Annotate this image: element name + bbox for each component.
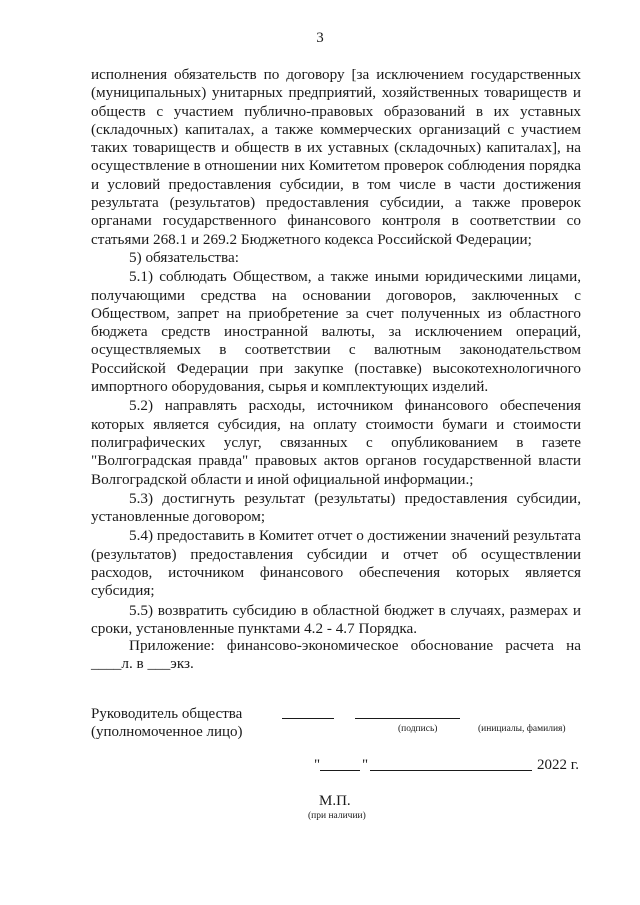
date-quote-open: "	[314, 757, 321, 773]
paragraph-5-1: 5.1) соблюдать Обществом, а также иными юридическими лицами, получающими средства на основании договоров, заключенных с Обществом, запрет на приобретение за счет полученных из областного бюджета средств иностранной валюты, за исключением операций, осуществляемых в соответствии с валютным законодательством Российской Федерации при закупке (поставке) высокотехнологичного импортного оборудования, сырья и комплектующих изделий.	[91, 268, 581, 396]
paragraph-5-4: 5.4) предоставить в Комитет отчет о достижении значений результата (результатов) предоставления субсидии и отчет об осуществлении расходов, источником финансового обеспечения которых является субсидия;	[91, 527, 581, 600]
name-line	[355, 718, 460, 719]
paragraph-5-3: 5.3) достигнуть результат (результаты) предоставления субсидии, установленные договором;	[91, 489, 581, 526]
paragraph-continuation: исполнения обязательств по договору [за исключением государственных (муниципальных) унитарных предприятий, хозяйственных товариществ и обществ с участием публично-правовых образований в их уставных (складочных) капиталах, а также коммерческих организаций с участием таких товариществ и обществ в их уставных (складочных) капиталах], на осуществление в отношении них Комитетом проверок соблюдения порядка и условий предоставления субсидии, в том числе в части достижения результата (результатов) предоставления субсидии, а также проверок органами государственного финансового контроля в соответствии со статьями 268.1 и 269.2 Бюджетного кодекса Российской Федерации;	[91, 66, 581, 248]
name-caption: (инициалы, фамилия)	[478, 724, 566, 734]
document-body	[91, 66, 581, 638]
date-quote-close: "	[362, 757, 369, 773]
signatory-subtitle: (уполномоченное лицо)	[91, 724, 243, 740]
signatory-title: Руководитель общества	[91, 706, 243, 722]
paragraph-5-2: 5.2) направлять расходы, источником финансового обеспечения которых является субсидия, на оплату стоимости бумаги и стоимости полиграфических услуг, связанных с опубликованием в газете "Волгоградская правда" правовых актов органов государственной власти Волгоградской области и иной официальной информации.;	[91, 397, 581, 488]
signature-caption: (подпись)	[398, 724, 438, 734]
signature-line	[282, 718, 334, 719]
attachment-text: Приложение: финансово-экономическое обоснование расчета на ____л. в ___экз.	[91, 637, 581, 673]
page-number: 3	[316, 30, 324, 46]
date-day-line	[320, 770, 360, 771]
attachment-note	[91, 637, 581, 674]
paragraph-obligations-heading: 5) обязательства:	[129, 248, 239, 266]
paragraph-5-5: 5.5) возвратить субсидию в областной бюджет в случаях, размерах и сроки, установленные пунктами 4.2 - 4.7 Порядка.	[91, 601, 581, 637]
date-month-line	[370, 770, 532, 771]
stamp-label: М.П.	[319, 793, 351, 809]
date-year: 2022 г.	[537, 757, 579, 773]
stamp-note: (при наличии)	[308, 811, 366, 821]
